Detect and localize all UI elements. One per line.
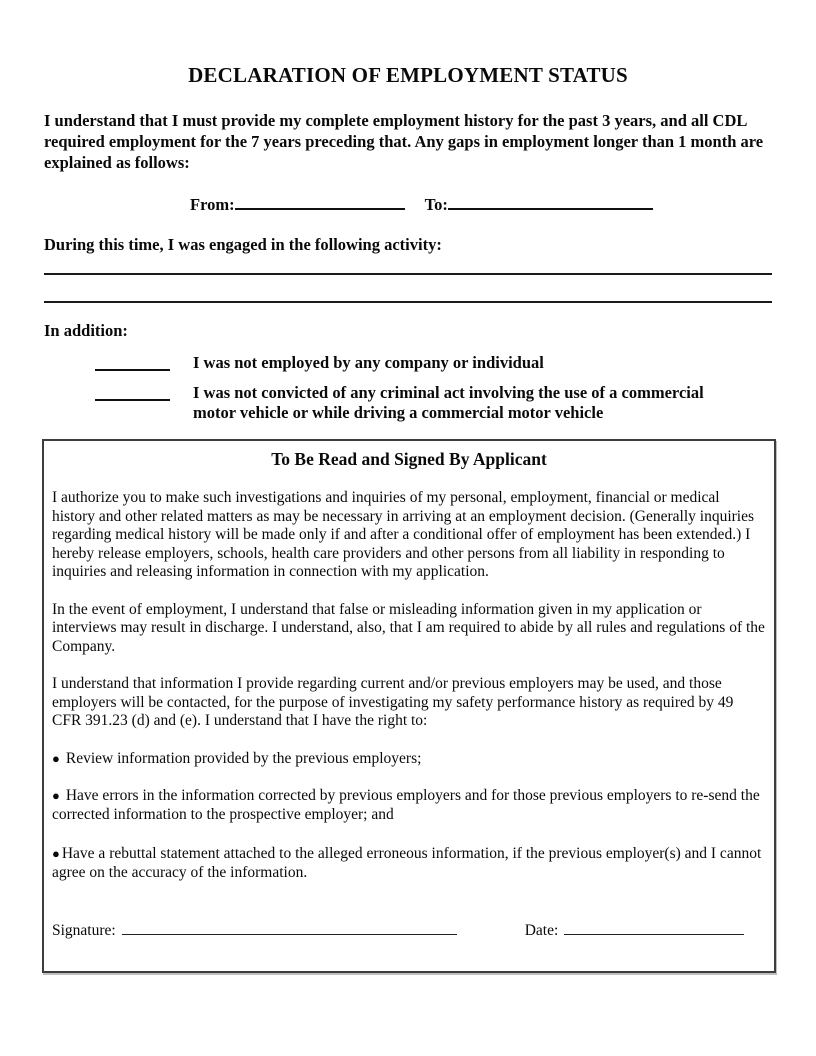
signature-label: Signature: — [52, 922, 116, 939]
statement-row-not-convicted — [95, 383, 772, 423]
authorization-paragraph: I authorize you to make such investigations and inquiries of my personal, employment, financial or medical history and other related matters as may be necessary in arriving at an employment decision. (Generally inquiries regarding medical history will be made only if and after a conditional offer of employment has been extended.) I hereby release employers, schools, health care providers and other persons from all liability in responding to inquiries and releasing information in connection with my application. — [52, 489, 755, 580]
date-field[interactable] — [564, 920, 744, 935]
to-field[interactable] — [448, 194, 653, 210]
bullet-icon: ● — [52, 846, 60, 861]
applicant-declaration-box — [42, 439, 776, 973]
statement-blank-1[interactable] — [95, 353, 170, 371]
signature-field[interactable] — [122, 920, 457, 935]
activity-line-1[interactable] — [44, 273, 772, 275]
activity-prompt: During this time, I was engaged in the following activity: — [44, 235, 442, 254]
in-addition-label: In addition: — [44, 321, 128, 340]
page-title: DECLARATION OF EMPLOYMENT STATUS — [188, 63, 628, 87]
bullet-review-information — [52, 750, 766, 769]
statement-blank-2[interactable] — [95, 383, 170, 401]
statement-text-2: I was not convicted of any criminal act involving the use of a commercial motor vehicle or while driving a commercial motor vehicle — [193, 383, 704, 422]
date-range-row — [190, 194, 772, 215]
statement-row-not-employed — [95, 353, 772, 373]
bullet-icon: ● — [52, 750, 60, 766]
from-label: From: — [190, 195, 235, 214]
from-field[interactable] — [235, 194, 405, 210]
box-heading: To Be Read and Signed By Applicant — [271, 449, 547, 469]
intro-paragraph: I understand that I must provide my complete employment history for the past 3 years, and all CDL required employment for the 7 years preceding that. Any gaps in employment longer than 1 month are explained as follows: — [44, 111, 764, 172]
bullet-text-1: Review information provided by the previous employers; — [65, 749, 422, 767]
safety-history-paragraph: I understand that information I provide regarding current and/or previous employers may be used, and those employers will be contacted, for the purpose of investigating my safety performance history as required by 49 CFR 391.23 (d) and (e). I understand that I have the right to: — [52, 675, 734, 729]
bullet-text-3: Have a rebuttal statement attached to the alleged erroneous information, if the previous employer(s) and I cannot agree on the accuracy of the information. — [52, 845, 762, 881]
statement-text-1: I was not employed by any company or individual — [193, 353, 544, 372]
date-label: Date: — [524, 922, 559, 939]
bullet-text-2: Have errors in the information corrected by previous employers and for those previous employers to re-send the corrected information to the prospective employer; and — [52, 787, 760, 823]
activity-line-2[interactable] — [44, 301, 772, 303]
discharge-paragraph: In the event of employment, I understand that false or misleading information given in my application or interviews may result in discharge. I understand, also, that I am required to abide by all rules and regulations of the Company. — [52, 600, 765, 655]
bullet-icon: ● — [52, 788, 60, 803]
to-label: To: — [424, 195, 448, 214]
bullet-rebuttal-statement — [52, 845, 766, 882]
bullet-correct-errors — [52, 787, 766, 824]
signature-row — [52, 920, 766, 941]
